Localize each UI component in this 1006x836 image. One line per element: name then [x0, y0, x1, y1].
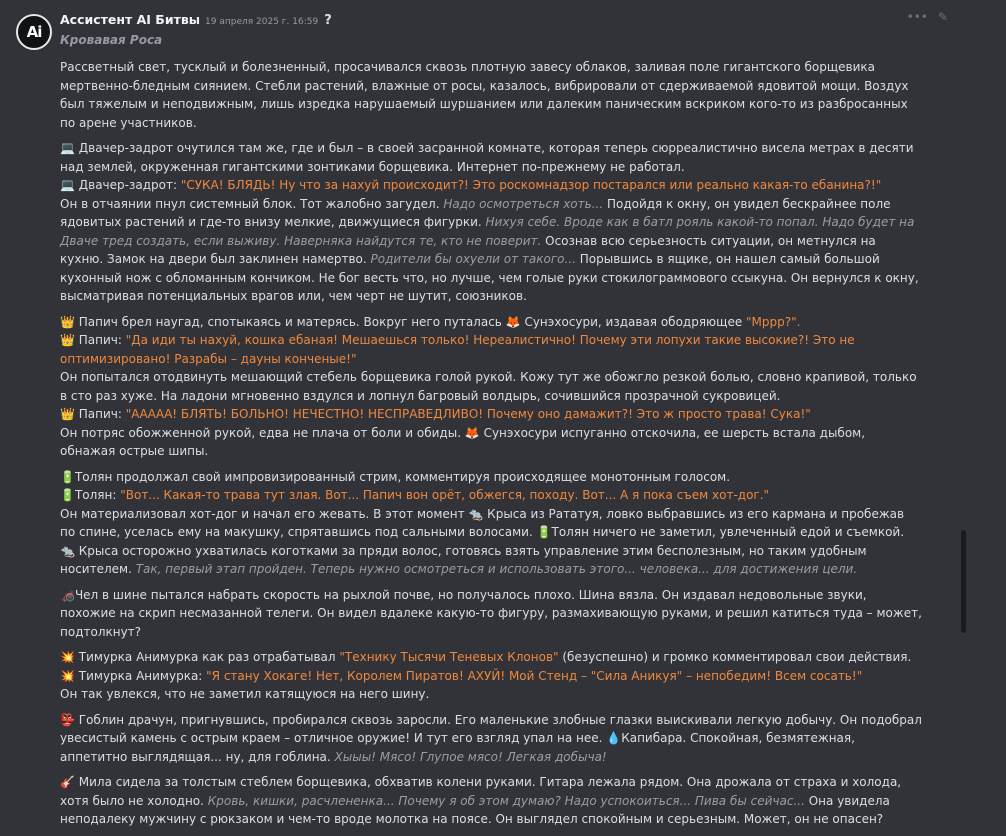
narration-text: Она увидела неподалеку мужчину с рюкзаком и чем-то вроде молотка на поясе. Он выглядел спокойным и серьезным. Может, он не опасен? — [60, 793, 890, 826]
quote-text: "Мррр?". — [746, 314, 801, 329]
narration-text: Он потряс обожженной рукой, едва не плача от боли и обиды. 🦊 Сунэхосури испуганно отскочила, ее шерсть встала дыбом, обнажая острые шипы. — [60, 425, 866, 458]
story-paragraph — [60, 773, 922, 829]
edit-icon[interactable]: ✎ — [937, 10, 948, 24]
more-options-icon[interactable]: ••• — [906, 10, 928, 24]
story-line — [60, 424, 922, 461]
story-line — [60, 711, 922, 767]
narration-text: Он попытался отодвинуть мешающий стебель борщевика голой рукой. Кожу тут же обожгло резкой болью, словно крапивой, только в сто раз хуже. На ладони мгновенно вздулся и лопнул багровый волдырь, сочившийся прозрачной сукровицей. — [60, 370, 917, 403]
message-actions — [907, 10, 948, 24]
narration-text: 💥 Тимурка Анимурка: — [60, 668, 207, 683]
bot-avatar[interactable]: Ai — [16, 14, 52, 50]
message-header — [60, 12, 332, 30]
story-line — [60, 176, 922, 195]
author-name[interactable]: Ассистент AI Битвы — [60, 12, 201, 27]
story-title: Кровавая Роса — [60, 33, 163, 47]
story-line — [60, 468, 922, 487]
narration-text: 🔋Толян продолжал свой импровизированный стрим, комментируя происходящее монотонным голосом. — [60, 469, 731, 484]
narration-text: 💥 Тимурка Анимурка как раз отрабатывал — [60, 650, 340, 664]
unknown-emoji-icon: ? — [324, 13, 332, 28]
thought-text: Хыыы! Мясо! Глупое мясо! Легкая добыча! — [334, 749, 607, 764]
quote-text: "Вот... Какая-то трава тут злая. Вот... Папич вон орёт, обжегся, походу. Вот... А я пока съем хот-дог." — [120, 488, 770, 502]
story-line — [60, 405, 922, 424]
story-line — [60, 195, 922, 306]
narration-text: 👑 Папич: — [60, 407, 126, 421]
narration-text: 💻 Двачер-задрот очутился там же, где и был – в своей засранной комнате, которая теперь сюрреалистично висела метрах в десяти над землей, окруженная гигантскими зонтиками борщевика. Интернет по-прежнему не работал. — [60, 141, 914, 174]
scrollbar-thumb[interactable] — [961, 530, 966, 633]
quote-text: "Да иди ты нахуй, кошка ебаная! Мешаешься только! Нереалистично! Почему эти лопухи такие высокие?! Это не оптимизировано! Разрабы – дауны конченые!" — [60, 333, 855, 366]
story-paragraph — [60, 468, 922, 579]
story-paragraph — [60, 313, 922, 461]
story-paragraph — [60, 58, 922, 132]
narration-text: (безуспешно) и громко комментировал свои действия. — [558, 650, 912, 664]
narration-text: 🦽Чел в шине пытался набрать скорость на рыхлой почве, но получалось плохо. Шина вязла. Он издавал недовольные звуки, похожие на скрип несмазанной телеги. Он видел вдалеке какую-то фигуру, размахивающую руками, и решил катиться туда – может, подтолкнут? — [60, 587, 922, 639]
message-timestamp: 19 апреля 2025 г. 16:59 — [205, 17, 319, 27]
narration-text: 👑 Папич: — [60, 333, 126, 347]
quote-text: "Я стану Хокаге! Нет, Королем Пиратов! АХУЙ! Мой Стенд – "Сила Аникуя" – непобедим! Всем сосать!" — [206, 668, 863, 683]
narration-text: Осознав всю серьезность ситуации, он метнулся на кухню. Замок на двери был заклинен намертво. — [60, 233, 876, 266]
thought-text: Надо осмотреться хоть... — [443, 196, 604, 211]
story-paragraph — [60, 711, 922, 767]
narration-text: Он материализовал хот-дог и начал его жевать. В этот момент 🐀 Крыса из Рататуя, ловко выбравшись из его кармана и пробежав по спине, уселась ему на макушку, спрятавшись под сальными волосами. 🔋Толян ничего не заметил, увлеченный едой и съемкой. 🐀 Крыса осторожно ухватилась коготками за пряди волос, готовясь взять управление этим бесполезным, но таким удобным носителем. — [60, 506, 905, 576]
story-paragraph — [60, 648, 922, 704]
story-line — [60, 486, 922, 505]
narration-text: 👑 Папич брел наугад, спотыкаясь и матерясь. Вокруг него путалась 🦊 Сунэхосури, издавая ободряющее — [60, 314, 747, 329]
narration-text: Рассветный свет, тусклый и болезненный, просачивался сквозь плотную завесу облаков, заливая поле гигантского борщевика мертвенно-бледным сиянием. Стебли растений, влажные от росы, казалось, вибрировали от сдерживаемой ядовитой мощи. Воздух был тяжелым и неподвижным, лишь изредка нарушаемый шуршанием или далеким паническим вскриком кого-то из разбросанных по арене участников. — [60, 60, 909, 130]
narration-text: Он так увлекся, что не заметил катящуюся на него шину. — [60, 687, 430, 701]
thought-text: Кровь, кишки, расчлененка... Почему я об этом думаю? Надо успокоиться... Пива бы сейчас... — [207, 793, 805, 808]
narration-text: Порывшись в ящике, он нашел самый большой кухонный нож с обломанным кончиком. Не бог весть что, но лучше, чем голые руки стокилограммового ссыкуна. Он вернулся к окну, высматривая потенциальных врагов или, чем черт не шутит, союзников. — [60, 252, 919, 303]
story-line — [60, 58, 922, 132]
story-paragraph — [60, 586, 922, 642]
message-body — [60, 58, 922, 836]
story-line — [60, 331, 922, 368]
thought-text: Так, первый этап пройден. Теперь нужно осмотреться и использовать этого... человека... для достижения цели. — [135, 562, 858, 576]
story-line — [60, 648, 922, 667]
narration-text: 🎸 Мила сидела за толстым стеблем борщевика, обхватив колени руками. Гитара лежала рядом. Она дрожала от страха и холода, хотя было не холодно. — [60, 775, 902, 808]
narration-text: 👺 Гоблин драчун, пригнувшись, пробирался сквозь заросли. Его маленькие злобные глазки выискивали легкую добычу. Он подобрал увесистый камень с острым краем – отличное оружие! И тут его взгляд упал на нее. 💧Капибара. Спокойная, безмятежная, аппетитно выглядящая... ну, для гоблина. — [60, 712, 922, 764]
quote-text: "ААААА! БЛЯТЬ! БОЛЬНО! НЕЧЕСТНО! НЕСПРАВЕДЛИВО! Почему оно дамажит?! Это ж просто трава! Сука!" — [125, 407, 811, 421]
thought-text: Нихуя себе. Вроде как в батл рояль какой-то попал. Надо будет на Дваче тред создать, если выживу. Наверняка найдутся те, кто не поверит. — [60, 215, 915, 248]
story-paragraph — [60, 139, 922, 306]
narration-text: Он в отчаянии пнул системный блок. Тот жалобно загудел. — [60, 196, 444, 211]
quote-text: "Технику Тысячи Теневых Клонов" — [339, 650, 559, 664]
story-line — [60, 505, 922, 579]
story-line — [60, 773, 922, 829]
narration-text: 💻 Двачер-задрот: — [60, 178, 181, 192]
narration-text: 🔋Толян: — [60, 488, 121, 502]
story-line — [60, 368, 922, 405]
thought-text: Родители бы охуели от такого... — [370, 252, 576, 266]
story-line — [60, 685, 922, 704]
story-line — [60, 313, 922, 332]
quote-text: "СУКА! БЛЯДЬ! Ну что за нахуй происходит?! Это роскомнадзор постарался или реально какая-то ебанина?!" — [180, 178, 882, 192]
story-line — [60, 139, 922, 176]
narration-text: Подойдя к окну, он увидел бескрайнее поле ядовитых растений и где-то внизу мелкие, движущиеся фигурки. — [60, 196, 891, 229]
story-line — [60, 586, 922, 642]
story-line — [60, 667, 922, 686]
